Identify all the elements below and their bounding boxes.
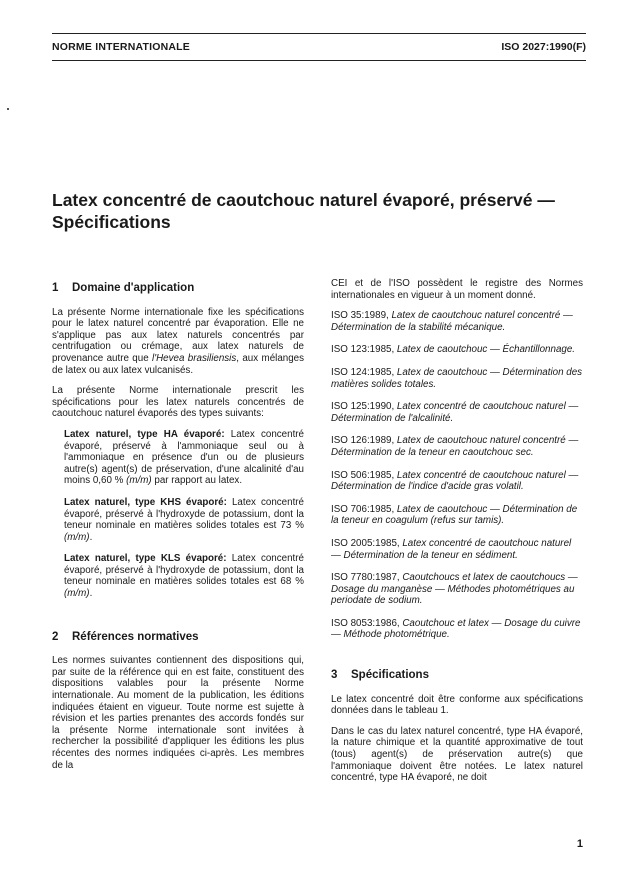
scope-paragraph-1: La présente Norme internationale fixe les spécifications pour le latex naturel concentré par évaporation. Elle ne s'applique pas aux latex naturels concentrés par centrifugation ou crémage, aux latex naturels de provenance autre que l'Hevea brasiliensis, aux mélanges de latex ou aux latex vulcanisés. xyxy=(52,306,305,376)
section-title: Références normatives xyxy=(72,630,199,643)
scan-speck xyxy=(7,108,9,110)
reference-item: ISO 125:1990, Latex concentré de caoutchouc naturel — Détermination de l'alcalinité. xyxy=(331,401,579,424)
right-column xyxy=(331,278,583,793)
section-1-heading xyxy=(52,283,304,295)
standard-type-label: NORME INTERNATIONALE xyxy=(52,41,190,53)
reference-item: ISO 706:1985, Latex de caoutchouc — Détermination de la teneur en coagulum (refus sur tamis). xyxy=(331,503,578,527)
specifications-paragraph-2: Dans le cas du latex naturel concentré, type HA évaporé, la nature chimique et la quantité approximative de tout (tous) agent(s) de préservation autre(s) que l'ammoniaque doivent être notées. Le latex naturel concentré, type HA évaporé, ne doit xyxy=(331,725,583,784)
reference-item: ISO 126:1989, Latex de caoutchouc naturel concentré — Détermination de la teneur en caoutchouc sec. xyxy=(331,435,579,458)
normative-references-paragraph: Les normes suivantes contiennent des dispositions qui, par suite de la référence qui en est faite, constituent des dispositions valables pour la présente Norme internationale. Au moment de la publication, les éditions indiquées étaient en vigueur. Toute norme est sujette à révision et les parties prenantes des accords fondés sur la présente Norme internationale sont invitées à rechercher la possibilité d'appliquer les éditions les plus récentes des normes indiquées ci-après. Les membres de la xyxy=(52,655,304,771)
title-line-2: Spécifications xyxy=(52,212,171,232)
section-3-heading xyxy=(331,670,583,682)
specifications-paragraph-1: Le latex concentré doit être conforme aux spécifications données dans le tableau 1. xyxy=(331,693,583,717)
reference-item: ISO 124:1985, Latex de caoutchouc — Détermination des matières solides totales. xyxy=(331,366,583,390)
section-title: Spécifications xyxy=(351,669,429,682)
latex-type-kls: Latex naturel, type KLS évaporé: Latex concentré évaporé, préservé à l'hydroxyde de potassium, dont la teneur nominale en matières solides totales est 68 % (m/m). xyxy=(64,553,304,600)
latex-type-khs: Latex naturel, type KHS évaporé: Latex concentré évaporé, préservé à l'hydroxyde de potassium, dont la teneur nominale en matières solides totales est 73 % (m/m). xyxy=(64,496,305,543)
header-rule-bottom xyxy=(52,60,586,61)
header-rule-top xyxy=(52,33,586,34)
title-line-1: Latex concentré de caoutchouc naturel évaporé, préservé — xyxy=(52,190,555,210)
normative-references-continued: CEI et de l'ISO possèdent le registre des Normes internationales en vigueur à un moment donné. xyxy=(331,278,583,301)
section-number: 2 xyxy=(52,630,59,643)
section-title: Domaine d'application xyxy=(72,282,195,294)
reference-item: ISO 123:1985, Latex de caoutchouc — Échantillonnage. xyxy=(331,344,576,356)
document-title xyxy=(52,189,592,233)
reference-item: ISO 7780:1987, Caoutchoucs et latex de caoutchoucs — Dosage du manganèse — Méthodes photométriques au periodate de sodium. xyxy=(331,572,578,607)
page-number: 1 xyxy=(576,838,583,850)
reference-item: ISO 506:1985, Latex concentré de caoutchouc naturel — Détermination de l'indice d'acide gras volatil. xyxy=(331,469,579,493)
scope-paragraph-2: La présente Norme internationale prescrit les spécifications pour les latex naturels concentrés de caoutchouc naturel évaporés des types suivants: xyxy=(52,385,304,420)
reference-item: ISO 8053:1986, Caoutchouc et latex — Dosage du cuivre — Méthode photométrique. xyxy=(331,617,581,641)
reference-item: ISO 2005:1985, Latex concentré de caoutchouc naturel — Détermination de la teneur en sédiment. xyxy=(331,537,572,561)
latex-type-ha: Latex naturel, type HA évaporé: Latex concentré évaporé, préservé à l'ammoniaque seul ou à l'ammoniaque en présence d'un ou de plusieurs autre(s) agent(s) de préservation, d'une alcalinité d'au moins 0,60 % (m/m) par rapport au latex. xyxy=(64,428,305,487)
section-number: 1 xyxy=(52,282,59,294)
section-number: 3 xyxy=(331,669,338,682)
reference-item: ISO 35:1989, Latex de caoutchouc naturel concentré — Détermination de la stabilité mécanique. xyxy=(331,310,573,333)
left-column xyxy=(52,283,304,780)
standard-number: ISO 2027:1990(F) xyxy=(501,41,586,53)
section-2-heading xyxy=(52,632,304,644)
